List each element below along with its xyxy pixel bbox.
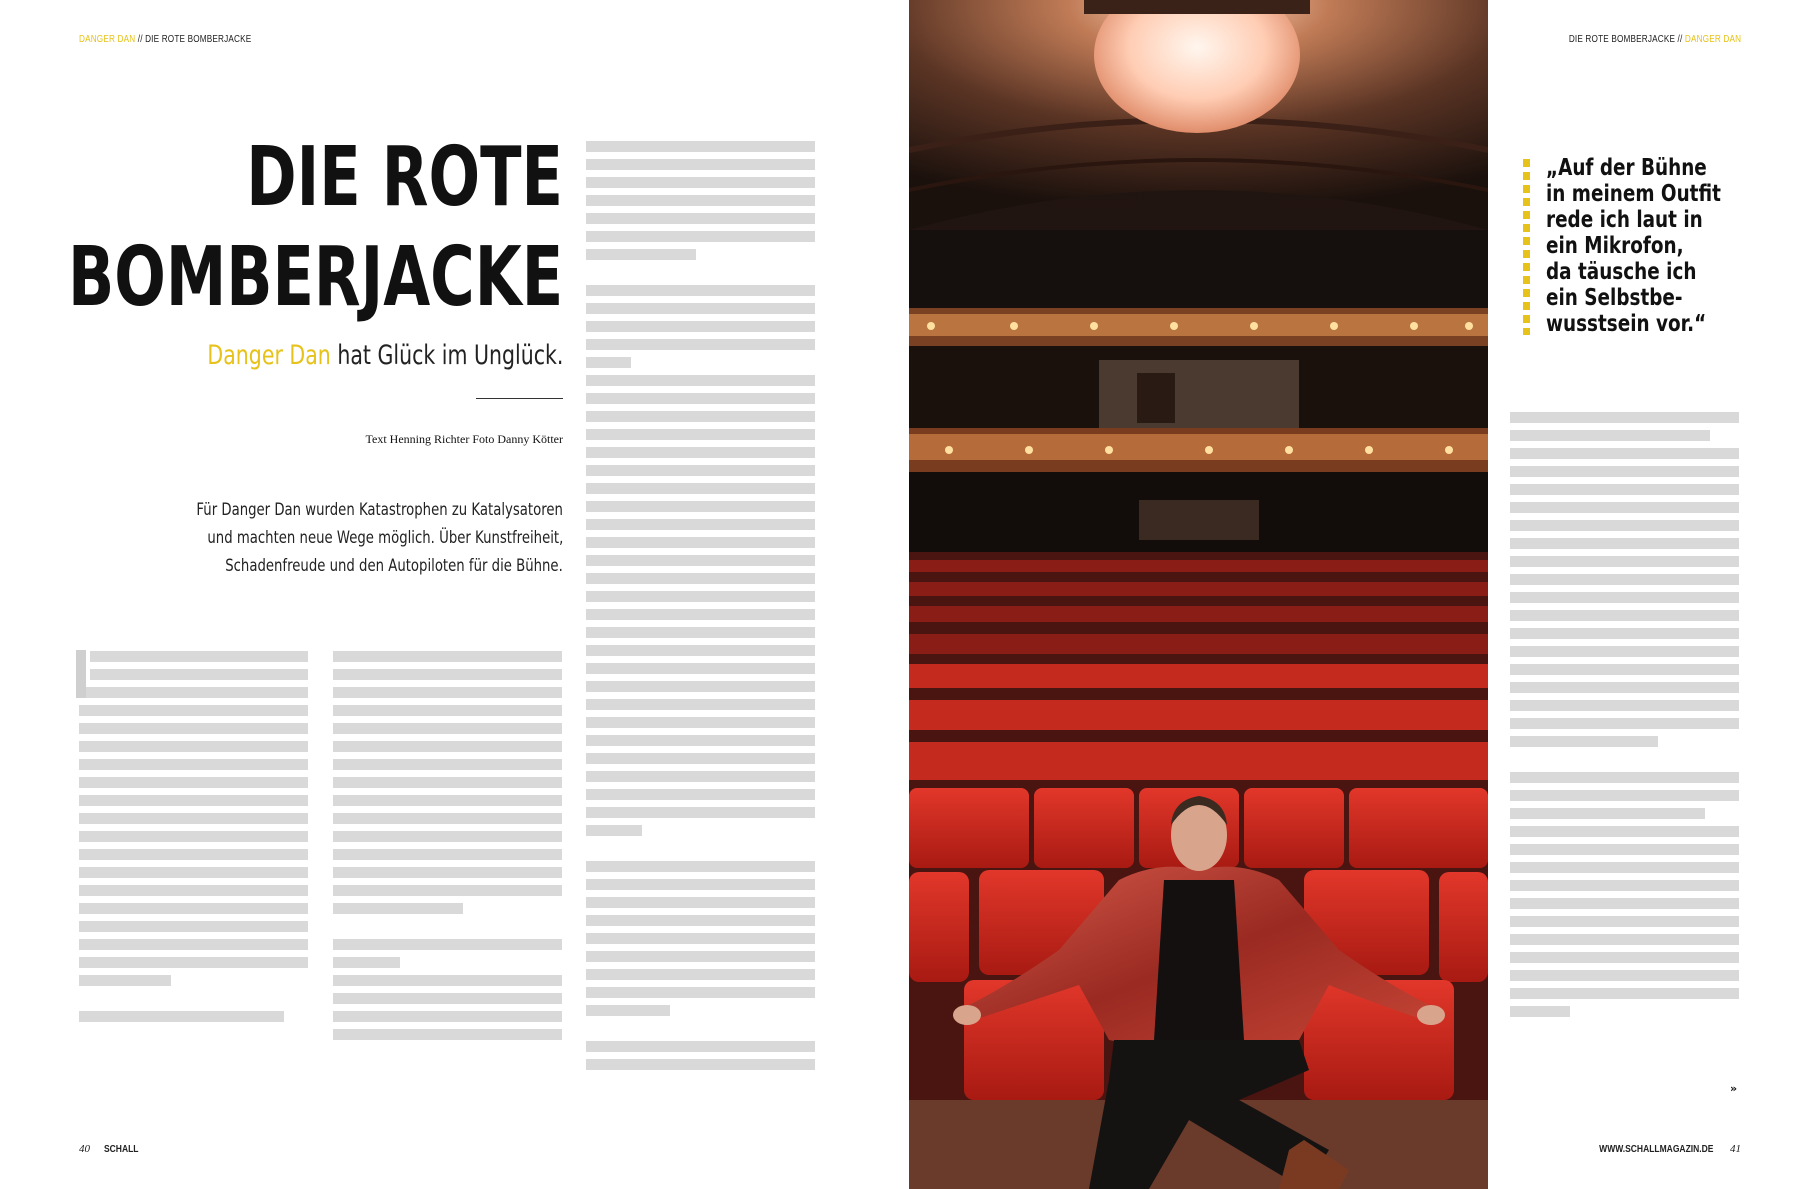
body-column-3 [586, 141, 815, 1077]
quote-line-5: da täusche ich [1546, 259, 1697, 285]
running-head-sep: // [135, 34, 146, 45]
body-column-2 [333, 651, 562, 1047]
subtitle-accent: Danger Dan [206, 340, 331, 371]
running-head-text: DIE ROTE BOMBERJACKE [145, 34, 252, 45]
body-column-1 [79, 651, 308, 1029]
title-divider [476, 398, 563, 399]
quote-line-2: in meinem Outfit [1546, 181, 1721, 207]
drop-cap-placeholder [76, 650, 86, 698]
end-mark: » [1730, 1082, 1738, 1095]
magazine-name: SCHALL [104, 1144, 139, 1155]
pull-quote-bar [1523, 159, 1530, 335]
quote-line-7: wusstsein vor.“ [1546, 311, 1707, 337]
lead-line-1: Für Danger Dan wurden Katastrophen zu Katalysatoren [196, 500, 563, 520]
quote-line-1: „Auf der Bühne [1546, 155, 1707, 181]
theatre-photo [909, 0, 1488, 1189]
running-head-accent: DANGER DAN [79, 34, 136, 45]
article-subtitle [207, 340, 563, 371]
lead-line-2: und machten neue Wege möglich. Über Kunstfreiheit, [207, 528, 563, 548]
quote-line-6: ein Selbstbe- [1546, 285, 1683, 311]
running-head-right-text: DIE ROTE BOMBERJACKE [1568, 34, 1675, 45]
subtitle-rest: hat Glück im Unglück. [330, 340, 563, 371]
running-head-right-sep: // [1674, 34, 1685, 45]
article-title-line2: BOMBERJACKE [67, 230, 563, 325]
pull-quote [1546, 155, 1765, 337]
page-number-left: 40 [79, 1143, 90, 1155]
running-head-right [1569, 34, 1741, 45]
body-column-4 [1510, 412, 1739, 1024]
lead-line-3: Schadenfreude und den Autopiloten für die Bühne. [225, 556, 563, 576]
byline-credit: Text Henning Richter Foto Danny Kötter [365, 432, 563, 446]
running-head-left [79, 34, 251, 45]
quote-line-3: rede ich laut in [1546, 207, 1703, 233]
running-head-right-accent: DANGER DAN [1684, 34, 1741, 45]
article-title-line1: DIE ROTE [246, 130, 563, 225]
page-number-right: 41 [1730, 1143, 1741, 1155]
quote-line-4: ein Mikrofon, [1546, 233, 1684, 259]
website-url: WWW.SCHALLMAGAZIN.DE [1598, 1144, 1713, 1155]
